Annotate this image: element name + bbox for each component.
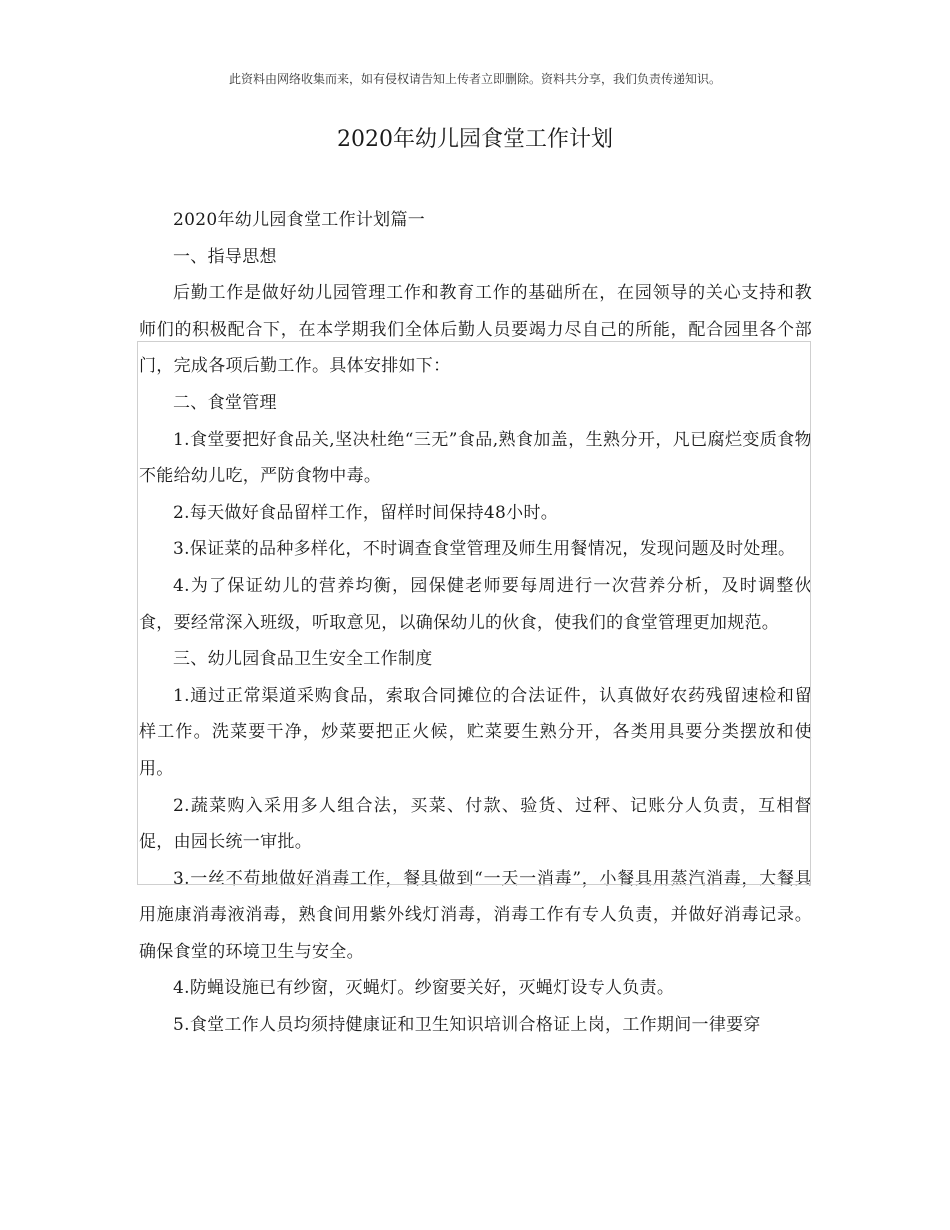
heading-canteen-management: 二、食堂管理 [173,392,277,413]
paragraph-item: 1.通过正常渠道采购食品，索取合同摊位的合法证件，认真做好农药残留速检和留样工作。洗菜要干净，炒菜要把正火候，贮菜要生熟分开，各类用具要分类摆放和使用。 [139,685,812,779]
paragraph-item: 4.为了保证幼儿的营养均衡，园保健老师要每周进行一次营养分析，及时调整伙食，要经常深入班级，听取意见，以确保幼儿的伙食，使我们的食堂管理更加规范。 [139,575,812,633]
paragraph-item: 1.食堂要把好食品关,坚决杜绝“三无”食品,熟食加盖，生熟分开，凡已腐烂变质食物不能给幼儿吃，严防食物中毒。 [139,429,812,487]
paragraph-item: 3.一丝不苟地做好消毒工作，餐具做到“一天一消毒”，小餐具用蒸汽消毒，大餐具用施康消毒液消毒，熟食间用紫外线灯消毒，消毒工作有专人负责，并做好消毒记录。确保食堂的环境卫生与安全。 [139,868,812,962]
document-title: 2020年幼儿园食堂工作计划 [337,127,613,152]
paragraph-intro: 后勤工作是做好幼儿园管理工作和教育工作的基础所在，在园领导的关心支持和教师们的积极配合下，在本学期我们全体后勤人员要竭力尽自己的所能，配合园里各个部门，完成各项后勤工作。具体安排如下： [139,283,812,377]
paragraph-item: 3.保证菜的品种多样化，不时调查食堂管理及师生用餐情况，发现问题及时处理。 [173,539,796,560]
paragraph-item: 5.食堂工作人员均须持健康证和卫生知识培训合格证上岗，工作期间一律要穿 [173,1015,761,1036]
paragraph-section-title: 2020年幼儿园食堂工作计划篇一 [173,210,426,230]
heading-food-safety: 三、幼儿园食品卫生安全工作制度 [173,649,433,670]
heading-guiding-ideology: 一、指导思想 [173,246,277,267]
paragraph-item: 2.蔬菜购入采用多人组合法，买菜、付款、验货、过秤、记账分人负责，互相督促，由园长统一审批。 [139,795,812,853]
paragraph-item: 2.每天做好食品留样工作，留样时间保持48小时。 [173,502,559,523]
disclaimer-text: 此资料由网络收集而来，如有侵权请告知上传者立即删除。资料共分享，我们负责传递知识。 [228,72,721,86]
document-body [139,202,812,1044]
paragraph-item: 4.防蝇设施已有纱窗，灭蝇灯。纱窗要关好，灭蝇灯设专人负责。 [173,978,675,999]
